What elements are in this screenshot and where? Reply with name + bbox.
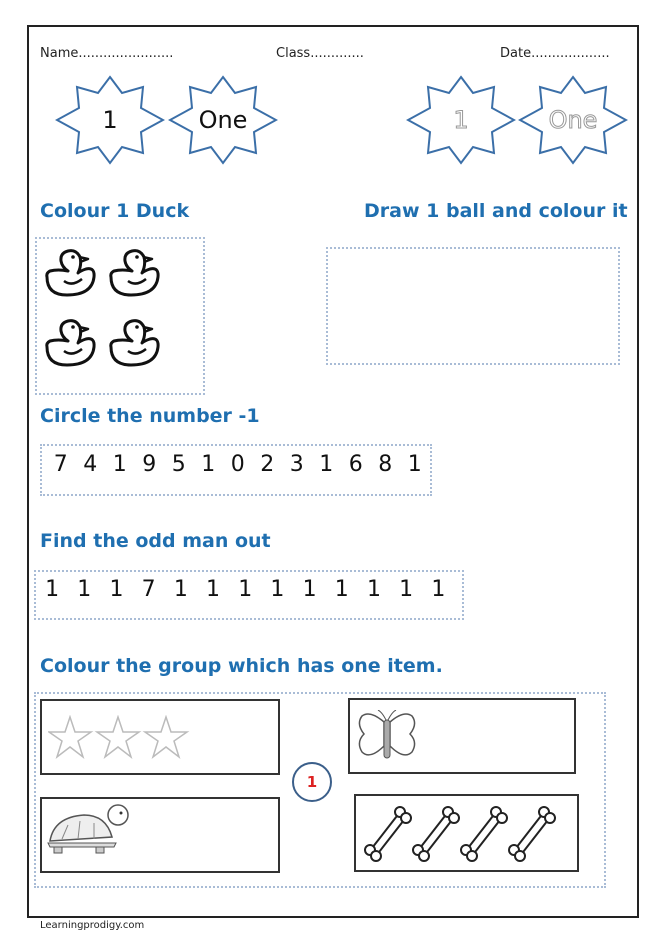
number-item[interactable]: 7 [53,452,68,477]
colour-duck-heading: Colour 1 Duck [40,200,190,222]
number-item[interactable]: 7 [141,577,156,602]
number-item[interactable]: 1 [112,452,127,477]
number-item[interactable]: 6 [348,452,363,477]
number-item[interactable]: 1 [77,577,92,602]
star-word [168,75,278,165]
stars-icon [48,715,198,765]
number-item[interactable]: 9 [142,452,157,477]
colour-group-heading: Colour the group which has one item. [40,655,443,677]
number-item[interactable]: 0 [230,452,245,477]
number-item[interactable]: 1 [431,577,446,602]
duck-icon [47,321,94,365]
number-item[interactable]: 5 [171,452,186,477]
star-trace-number [406,75,516,165]
number-item[interactable]: 1 [45,577,60,602]
stars-group[interactable] [40,699,280,775]
ducks-group[interactable] [42,245,172,375]
draw-ball-area[interactable] [326,247,620,365]
circle-number-row [46,452,430,477]
number-item[interactable]: 1 [407,452,422,477]
number-item[interactable]: 1 [334,577,349,602]
number-item[interactable]: 1 [399,577,414,602]
number-item[interactable]: 1 [173,577,188,602]
class-field[interactable]: Class............. [276,46,364,61]
number-item[interactable]: 1 [366,577,381,602]
number-item[interactable]: 1 [319,452,334,477]
number-item[interactable]: 3 [289,452,304,477]
duck-icon [111,251,158,295]
odd-number-row [36,577,454,602]
number-item[interactable]: 4 [83,452,98,477]
star-number [55,75,165,165]
date-field[interactable]: Date................... [500,46,610,61]
number-item[interactable]: 1 [206,577,221,602]
number-item[interactable]: 1 [238,577,253,602]
butterfly-group[interactable] [348,698,576,774]
number-item[interactable]: 2 [260,452,275,477]
number-item[interactable]: 1 [109,577,124,602]
number-item[interactable]: 1 [302,577,317,602]
footer-credit: Learningprodigy.com [40,920,145,931]
star-label: One [198,106,248,134]
duck-icon [111,321,158,365]
star-label: One [548,106,598,134]
circle-number-heading: Circle the number -1 [40,405,260,427]
number-item[interactable]: 8 [378,452,393,477]
bones-icon [360,804,575,864]
star-label: 1 [453,106,469,134]
butterfly-icon [356,710,418,766]
star-label: 1 [102,106,118,134]
number-item[interactable]: 1 [201,452,216,477]
number-badge: 1 [292,762,332,802]
turtle-icon [44,799,134,859]
duck-icon [47,251,94,295]
star-trace-word [518,75,628,165]
bones-group[interactable] [354,794,579,872]
odd-man-out-heading: Find the odd man out [40,530,271,552]
turtle-group[interactable] [40,797,280,873]
name-field[interactable]: Name....................... [40,46,174,61]
number-item[interactable]: 1 [270,577,285,602]
draw-ball-heading: Draw 1 ball and colour it [364,200,628,222]
